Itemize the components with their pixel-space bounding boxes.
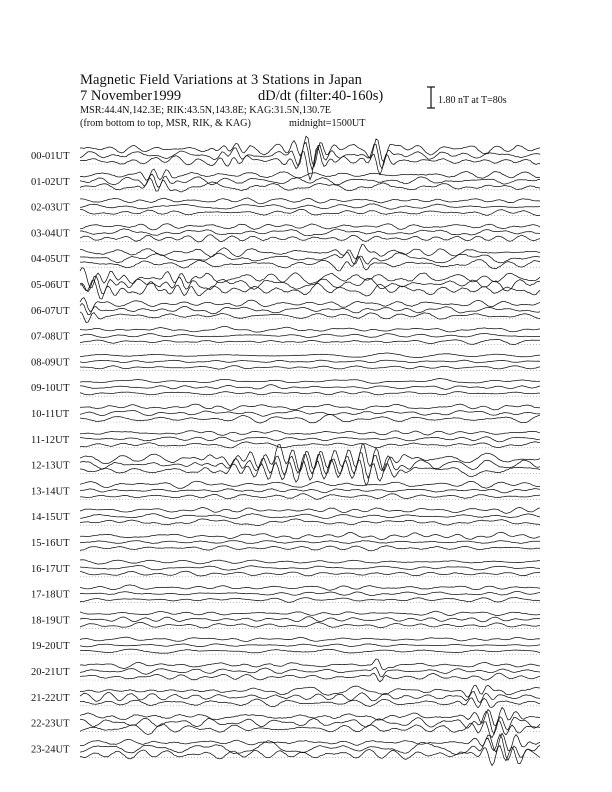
hour-label: 04-05UT xyxy=(31,254,70,266)
hour-label: 20-21UT xyxy=(31,667,70,678)
hour-label: 23-24UT xyxy=(31,744,70,756)
quantity-label: dD/dt (filter:40-160s) xyxy=(258,88,384,104)
hour-label: 09-10UT xyxy=(31,383,70,395)
order-note-label: (from bottom to top, MSR, RIK, & KAG) xyxy=(80,118,251,129)
trace-kag xyxy=(80,353,540,358)
trace-rik xyxy=(80,334,540,338)
trace-msr xyxy=(80,721,540,738)
trace-rik xyxy=(80,692,540,703)
trace-msr xyxy=(80,442,540,448)
trace-msr xyxy=(80,209,540,215)
trace-kag xyxy=(80,659,540,670)
hour-label: 18-19UT xyxy=(31,615,70,627)
trace-msr xyxy=(80,673,540,682)
trace-kag xyxy=(80,507,540,513)
hour-label: 19-20UT xyxy=(31,641,70,653)
scale-label: 1.80 nT at T=80s xyxy=(438,95,507,106)
trace-rik xyxy=(80,437,540,442)
date-label: 7 November1999 xyxy=(80,88,182,104)
trace-kag xyxy=(80,585,540,590)
trace-kag xyxy=(80,685,540,697)
trace-rik xyxy=(80,566,540,571)
trace-kag xyxy=(80,198,540,204)
trace-kag xyxy=(80,733,540,752)
hour-label: 14-15UT xyxy=(31,512,70,524)
hour-label: 02-03UT xyxy=(31,202,70,214)
hour-label: 21-22UT xyxy=(31,692,70,704)
trace-rik xyxy=(80,711,540,734)
trace-kag xyxy=(80,431,540,436)
hour-label: 08-09UT xyxy=(31,357,70,369)
trace-msr xyxy=(80,392,540,395)
trace-kag xyxy=(80,244,540,259)
chart-title: Magnetic Field Variations at 3 Stations in Japan xyxy=(80,72,363,88)
midnight-label: midnight=1500UT xyxy=(289,118,366,129)
trace-rik xyxy=(80,541,540,544)
trace-kag xyxy=(80,224,540,230)
trace-kag xyxy=(80,611,540,616)
trace-rik xyxy=(80,514,540,519)
hour-label: 03-04UT xyxy=(31,228,70,240)
trace-msr xyxy=(80,235,540,242)
hour-label: 12-13UT xyxy=(31,460,70,472)
trace-msr xyxy=(80,698,540,708)
trace-kag xyxy=(80,404,540,410)
trace-rik xyxy=(80,360,540,363)
hour-label: 15-16UT xyxy=(31,538,70,549)
trace-kag xyxy=(80,637,540,641)
trace-rik xyxy=(80,204,540,209)
trace-msr xyxy=(80,339,540,344)
trace-kag xyxy=(80,707,540,725)
trace-msr xyxy=(80,622,540,628)
trace-msr xyxy=(80,746,540,766)
hour-label: 17-18UT xyxy=(31,589,70,601)
trace-msr xyxy=(80,649,540,653)
hour-label: 22-23UT xyxy=(31,718,70,730)
trace-kag xyxy=(80,379,540,384)
trace-rik xyxy=(80,453,540,479)
trace-rik xyxy=(80,592,540,596)
trace-msr xyxy=(80,598,540,603)
trace-msr xyxy=(80,571,540,576)
hour-label: 10-11UT xyxy=(31,409,70,420)
hour-label: 16-17UT xyxy=(31,563,70,575)
hour-label: 07-08UT xyxy=(31,331,70,343)
hour-label: 01-02UT xyxy=(31,176,70,188)
trace-msr xyxy=(80,546,540,551)
hour-label: 00-01UT xyxy=(31,151,70,162)
hour-label: 13-14UT xyxy=(31,486,70,498)
trace-msr xyxy=(80,519,540,526)
trace-rik xyxy=(80,489,540,493)
trace-rik xyxy=(80,410,540,416)
trace-kag xyxy=(80,532,540,539)
trace-rik xyxy=(80,617,540,622)
trace-msr xyxy=(80,494,540,500)
hour-label: 11-12UT xyxy=(31,434,70,446)
trace-rik xyxy=(80,644,540,647)
hour-label: 05-06UT xyxy=(31,280,70,291)
trace-msr xyxy=(80,280,540,299)
trace-kag xyxy=(80,445,540,472)
trace-kag xyxy=(80,327,540,333)
trace-msr xyxy=(80,312,540,323)
trace-kag xyxy=(80,560,540,564)
trace-rik xyxy=(80,229,540,236)
trace-rik xyxy=(80,385,540,390)
trace-rik xyxy=(80,734,540,760)
stations-label: MSR:44.4N,142.3E; RIK:43.5N,143.8E; KAG:31.5N,130.7E xyxy=(80,105,332,116)
trace-rik xyxy=(80,303,540,314)
trace-kag xyxy=(80,481,540,488)
hour-label: 06-07UT xyxy=(31,305,70,317)
trace-msr xyxy=(80,366,540,369)
